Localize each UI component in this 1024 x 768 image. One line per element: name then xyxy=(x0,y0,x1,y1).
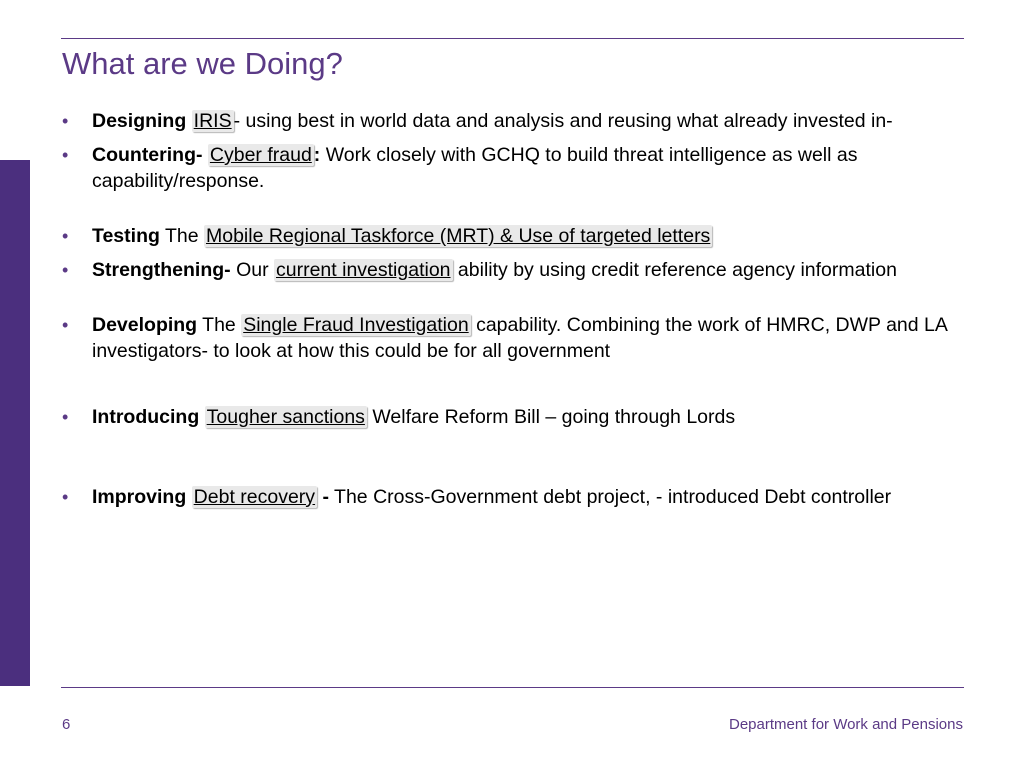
bullet-text: ability by using credit reference agency information xyxy=(452,259,897,281)
bullet-developing xyxy=(62,312,962,364)
bullet-icon: • xyxy=(62,260,69,280)
bullet-icon: • xyxy=(62,145,69,165)
bullet-text: capability. Combining the work of HMRC, DWP and LA investigators- to look at how this could be for all government xyxy=(92,314,947,362)
link-single-fraud-investigation[interactable]: Single Fraud Investigation xyxy=(243,314,469,336)
bullet-lead: Improving xyxy=(92,486,192,508)
link-mobile-regional-taskforce[interactable]: Mobile Regional Taskforce (MRT) & Use of targeted letters xyxy=(205,225,711,247)
top-divider xyxy=(61,38,964,39)
bullet-text: Work closely with GCHQ to build threat intelligence as well as capability/response. xyxy=(92,144,858,192)
link-tougher-sanctions[interactable]: Tougher sanctions xyxy=(206,406,365,428)
link-debt-recovery[interactable]: Debt recovery xyxy=(193,486,316,508)
bullet-list xyxy=(62,108,962,509)
bullet-strengthening xyxy=(62,257,962,283)
bullet-colon: : xyxy=(313,144,321,166)
bullet-icon: • xyxy=(62,315,69,335)
bullet-icon: • xyxy=(62,111,69,131)
link-iris[interactable]: IRIS xyxy=(193,110,232,132)
side-accent-bar xyxy=(0,160,30,686)
bullet-icon: • xyxy=(62,487,69,507)
bullet-icon: • xyxy=(62,407,69,427)
bullet-icon: • xyxy=(62,226,69,246)
bullet-lead: Designing xyxy=(92,110,192,132)
bullet-introducing xyxy=(62,404,962,430)
bullet-pre-text: The xyxy=(159,225,204,247)
bullet-lead: Strengthening- xyxy=(92,259,231,281)
bullet-lead: Countering- xyxy=(92,144,208,166)
bullet-text: - using best in world data and analysis and reusing what already invested in- xyxy=(233,110,893,132)
bullet-designing xyxy=(62,108,962,134)
bottom-divider xyxy=(61,687,964,688)
slide-title: What are we Doing? xyxy=(62,46,343,81)
page-number: 6 xyxy=(62,716,71,733)
bullet-text: The Cross-Government debt project, - introduced Debt controller xyxy=(328,486,892,508)
footer-department: Department for Work and Pensions xyxy=(728,716,963,733)
bullet-lead: Developing xyxy=(92,314,198,336)
bullet-dash: - xyxy=(317,486,329,508)
link-current-investigation[interactable]: current investigation xyxy=(276,259,451,281)
bullet-improving xyxy=(62,485,962,509)
bullet-countering xyxy=(62,142,962,194)
bullet-lead: Testing xyxy=(92,225,160,247)
bullet-pre-text: Our xyxy=(230,259,274,281)
bullet-lead: Introducing xyxy=(92,406,205,428)
bullet-pre-text: The xyxy=(197,314,242,336)
bullet-text: Welfare Reform Bill – going through Lords xyxy=(366,406,736,428)
bullet-testing xyxy=(62,223,962,249)
link-cyber-fraud[interactable]: Cyber fraud xyxy=(209,144,312,166)
